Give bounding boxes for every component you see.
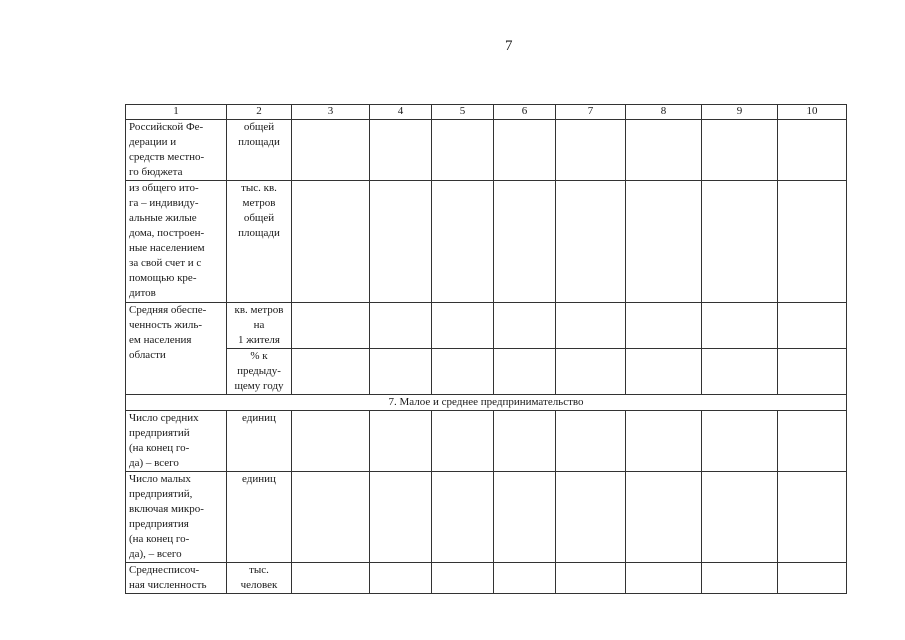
row-label: Число малых предприятий, включая микро- предприятия (на конец го- да), – всего — [126, 472, 227, 563]
data-table — [125, 104, 847, 594]
column-header: 3 — [292, 105, 370, 120]
column-header: 2 — [227, 105, 292, 120]
header-row — [126, 105, 847, 120]
column-header: 1 — [126, 105, 227, 120]
row-unit: % к предыду- щему году — [227, 349, 292, 395]
row-label: из общего ито- га – индивиду- альные жилые дома, построен- ные населением за свой счет и с помощью кре- дитов — [126, 181, 227, 303]
row-unit: единиц — [227, 411, 292, 472]
row-unit: кв. метров на 1 жителя — [227, 303, 292, 349]
table-row — [126, 181, 847, 303]
row-label: Среднесписоч- ная численность — [126, 563, 227, 594]
table-row — [126, 303, 847, 349]
column-header: 5 — [432, 105, 494, 120]
table-row — [126, 411, 847, 472]
page-number: 7 — [505, 38, 513, 54]
section-title: 7. Малое и среднее предпринимательство — [126, 395, 847, 411]
row-unit: тыс. человек — [227, 563, 292, 594]
section-row — [126, 395, 847, 411]
row-label: Российской Фе- дерации и средств местно- го бюджета — [126, 120, 227, 181]
row-label: Число средних предприятий (на конец го- да) – всего — [126, 411, 227, 472]
column-header: 9 — [702, 105, 778, 120]
row-unit: единиц — [227, 472, 292, 563]
table-row — [126, 563, 847, 594]
table-row — [126, 472, 847, 563]
table-row — [126, 349, 847, 395]
column-header: 4 — [370, 105, 432, 120]
column-header: 6 — [494, 105, 556, 120]
column-header: 8 — [626, 105, 702, 120]
row-unit: общей площади — [227, 120, 292, 181]
row-label: Средняя обеспе- ченность жиль- ем населения области — [126, 303, 227, 395]
table-row — [126, 120, 847, 181]
column-header: 7 — [556, 105, 626, 120]
column-header: 10 — [778, 105, 847, 120]
row-unit: тыс. кв. метров общей площади — [227, 181, 292, 303]
